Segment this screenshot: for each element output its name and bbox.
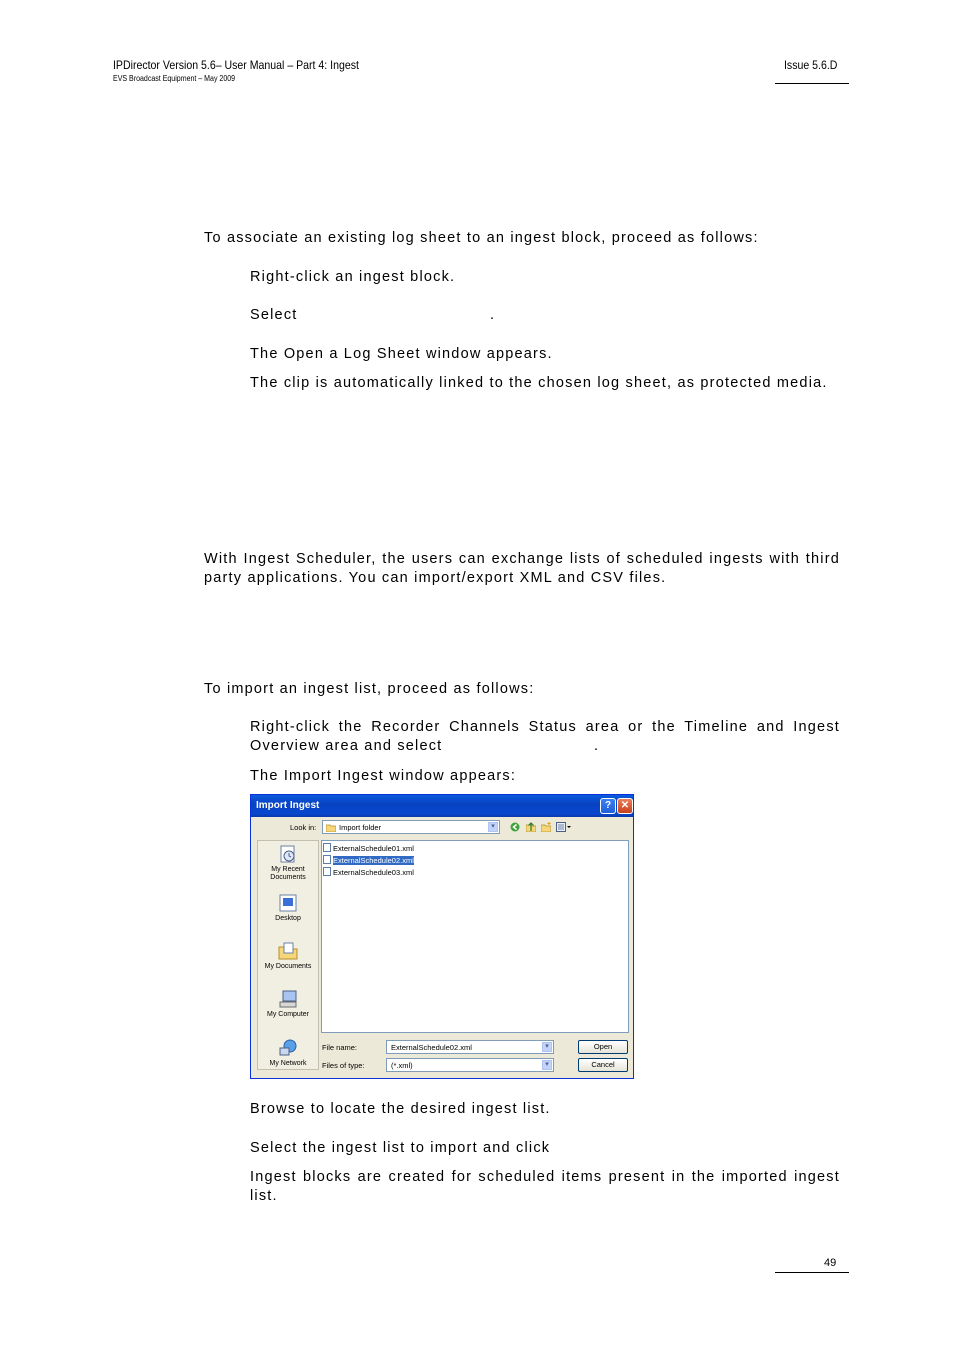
dialog-titlebar bbox=[251, 795, 633, 817]
section3-step3: Select the ingest list to import and click bbox=[250, 1140, 551, 1156]
document-subtitle: EVS Broadcast Equipment – May 2009 bbox=[113, 74, 236, 83]
place-my-network[interactable] bbox=[258, 1038, 318, 1068]
my-documents-icon bbox=[278, 941, 298, 961]
place-my-computer[interactable] bbox=[258, 989, 318, 1019]
look-in-dropdown[interactable] bbox=[322, 820, 500, 834]
file-item[interactable] bbox=[323, 867, 414, 877]
file-name: ExternalSchedule03.xml bbox=[333, 868, 414, 877]
desktop-icon bbox=[278, 893, 298, 913]
file-name: ExternalSchedule01.xml bbox=[333, 844, 414, 853]
section3-step1-note: The Import Ingest window appears: bbox=[250, 768, 517, 784]
dialog-title: Import Ingest bbox=[256, 800, 320, 811]
xml-file-icon bbox=[323, 843, 331, 852]
cancel-button[interactable]: Cancel bbox=[578, 1058, 628, 1072]
close-button[interactable]: ✕ bbox=[617, 798, 633, 814]
section1-intro: To associate an existing log sheet to an ingest block, proceed as follows: bbox=[204, 230, 759, 246]
file-name: ExternalSchedule02.xml bbox=[333, 856, 414, 865]
section1-result: The clip is automatically linked to the chosen log sheet, as protected media. bbox=[250, 375, 828, 391]
chevron-down-icon: ▾ bbox=[488, 822, 498, 832]
file-name-input[interactable] bbox=[386, 1040, 554, 1054]
file-item[interactable] bbox=[323, 843, 414, 853]
footer-rule bbox=[775, 1272, 849, 1273]
up-folder-icon[interactable] bbox=[526, 822, 536, 832]
view-menu-icon[interactable] bbox=[556, 822, 572, 832]
open-button[interactable]: Open bbox=[578, 1040, 628, 1054]
header-rule bbox=[775, 83, 849, 84]
place-label: Desktop bbox=[275, 915, 301, 922]
recent-documents-icon bbox=[278, 844, 298, 864]
section1-step1: Right-click an ingest block. bbox=[250, 269, 456, 285]
file-type-value: (*.xml) bbox=[391, 1061, 413, 1070]
folder-icon bbox=[326, 823, 336, 832]
xml-file-icon bbox=[323, 855, 331, 864]
section3-intro: To import an ingest list, proceed as follows: bbox=[204, 681, 535, 697]
place-label: My Network bbox=[269, 1060, 307, 1067]
file-name-label: File name: bbox=[322, 1043, 358, 1052]
place-desktop[interactable] bbox=[258, 893, 318, 923]
file-name-value: ExternalSchedule02.xml bbox=[391, 1043, 472, 1052]
page-number: 49 bbox=[824, 1257, 837, 1269]
section1-step2-note: The Open a Log Sheet window appears. bbox=[250, 346, 553, 362]
chevron-down-icon: ▾ bbox=[542, 1042, 552, 1052]
new-folder-icon[interactable] bbox=[541, 822, 551, 832]
section2-paragraph: With Ingest Scheduler, the users can exchange lists of scheduled ingests with third party applications. You can import/export XML and CSV files. bbox=[204, 551, 840, 586]
document-title: IPDirector Version 5.6– User Manual – Part 4: Ingest bbox=[113, 58, 359, 72]
file-item-selected[interactable] bbox=[323, 855, 414, 865]
place-recent-documents[interactable] bbox=[258, 844, 318, 882]
xml-file-icon bbox=[323, 867, 331, 876]
issue-label: Issue 5.6.D bbox=[784, 58, 838, 72]
section3-step1-suffix: . bbox=[594, 738, 600, 754]
file-type-dropdown[interactable] bbox=[386, 1058, 554, 1072]
help-button[interactable]: ? bbox=[600, 798, 616, 814]
place-label: My Documents bbox=[264, 963, 312, 970]
places-bar bbox=[257, 840, 319, 1070]
import-ingest-dialog bbox=[250, 794, 634, 1079]
section1-step2-prefix: Select bbox=[250, 307, 298, 323]
back-icon[interactable] bbox=[510, 822, 520, 832]
place-label: My Recent Documents bbox=[270, 866, 306, 881]
section3-result: Ingest blocks are created for scheduled items present in the imported ingest list. bbox=[250, 1169, 840, 1204]
look-in-value: Import folder bbox=[339, 823, 382, 832]
section3-step2: Browse to locate the desired ingest list. bbox=[250, 1101, 551, 1117]
my-computer-icon bbox=[278, 989, 298, 1009]
file-list[interactable] bbox=[321, 840, 629, 1033]
look-in-label: Look in: bbox=[290, 823, 317, 832]
file-type-label: Files of type: bbox=[322, 1061, 365, 1070]
chevron-down-icon: ▾ bbox=[542, 1060, 552, 1070]
section3-step1: Right-click the Recorder Channels Status area or the Timeline and Ingest Overview area and select bbox=[250, 719, 840, 754]
place-label: My Computer bbox=[266, 1011, 309, 1018]
section1-step2-suffix: . bbox=[490, 307, 496, 323]
my-network-icon bbox=[278, 1038, 298, 1058]
place-my-documents[interactable] bbox=[258, 941, 318, 971]
